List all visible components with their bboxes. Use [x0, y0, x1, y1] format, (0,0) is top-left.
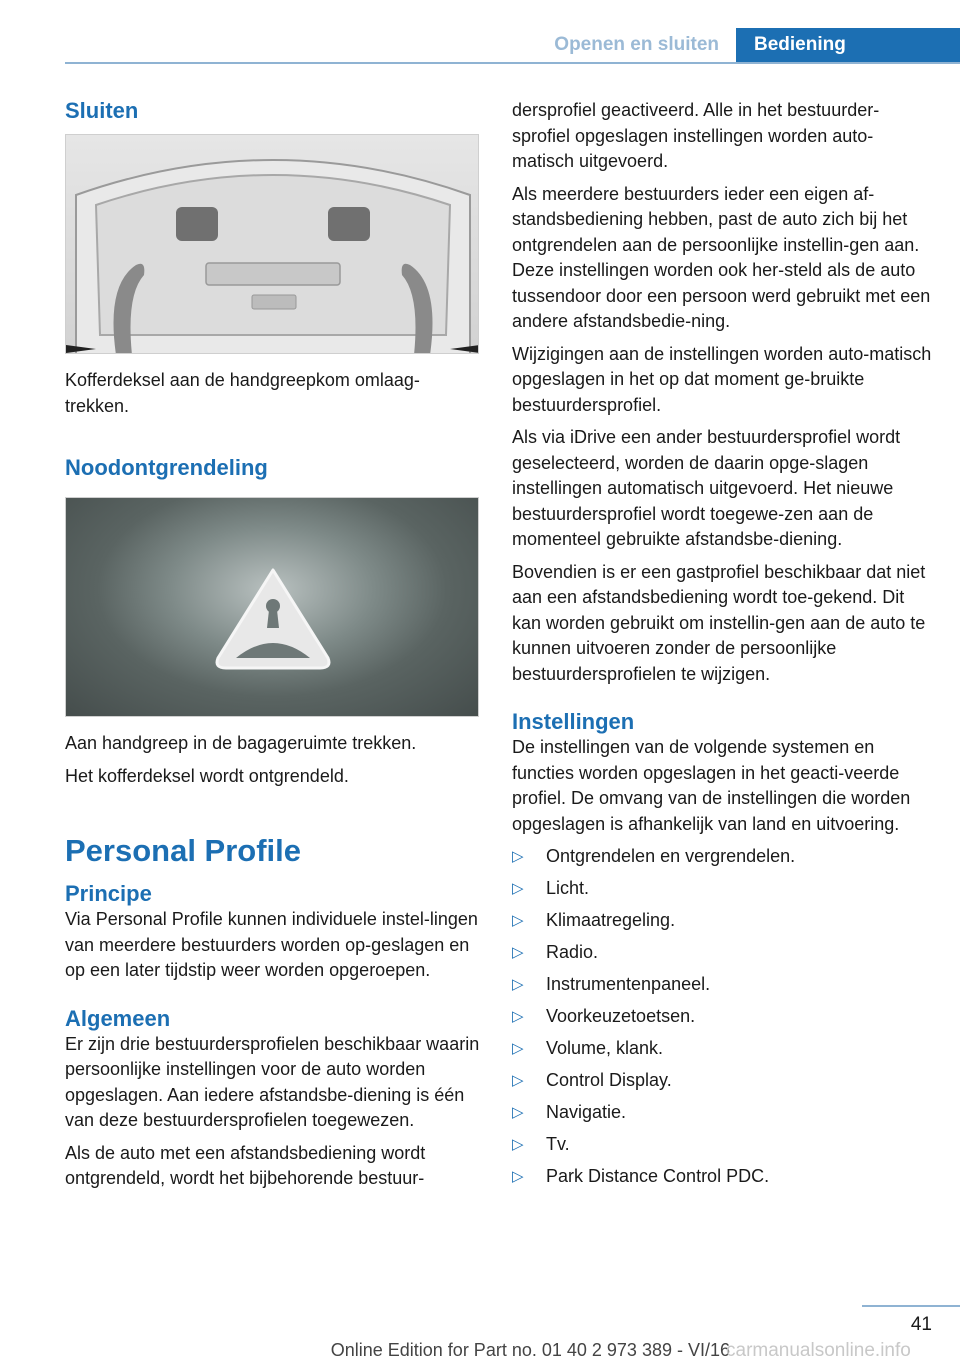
list-item — [512, 1036, 932, 1062]
list-item — [512, 1100, 932, 1126]
list-item-text: Radio. — [546, 942, 599, 962]
triangle-bullet-icon: ▷ — [512, 880, 524, 897]
triangle-bullet-icon: ▷ — [512, 848, 524, 865]
list-item-text: Navigatie. — [546, 1102, 627, 1122]
header-rule — [65, 62, 960, 64]
emergency-release-illustration — [65, 497, 479, 717]
nood-text-1: Aan handgreep in de bagageruimte trekken. — [65, 733, 417, 753]
trunk-lid-drawing — [66, 135, 479, 354]
header-section-title: Openen en sluiten — [554, 34, 719, 55]
list-item-text: Voorkeuzetoetsen. — [546, 1006, 696, 1026]
profile-text-4: Als via iDrive een ander bestuurdersprofiel wordt geselecteerd, worden de daarin opge-slagen instellingen automatisch uitgevoerd. Het nieuwe bestuurdersprofiel wordt toegewe-zen aan de momenteel gebruikte afstandsbe-diening. — [512, 427, 901, 549]
triangle-bullet-icon: ▷ — [512, 912, 524, 929]
section-heading-sluiten: Sluiten — [65, 98, 139, 123]
triangle-bullet-icon: ▷ — [512, 1040, 524, 1057]
list-item — [512, 876, 932, 902]
triangle-bullet-icon: ▷ — [512, 1136, 524, 1153]
list-item — [512, 1004, 932, 1030]
algemeen-text-1: Er zijn drie bestuurdersprofielen beschikbaar waarin persoonlijke instellingen voor de auto worden opgeslagen. Aan iedere afstandsbe-diening is één van deze bestuurdersprofielen toegewezen. — [65, 1033, 480, 1130]
section-heading-principe: Principe — [65, 881, 152, 906]
triangle-bullet-icon: ▷ — [512, 1072, 524, 1089]
list-item-text: Tv. — [546, 1134, 570, 1154]
sluiten-text: Kofferdeksel aan de handgreepkom omlaag-trekken. — [65, 370, 420, 416]
list-item-text: Control Display. — [546, 1070, 672, 1090]
principe-text: Via Personal Profile kunnen individuele instel-lingen van meerdere bestuurders worden op-geslagen en op een later tijdstip weer worden opgeroepen. — [65, 909, 478, 980]
edition-footer: Online Edition for Part no. 01 40 2 973 389 - VI/16 — [330, 1340, 730, 1360]
list-item — [512, 1068, 932, 1094]
watermark-text: carmanualsonline.info — [726, 1340, 911, 1361]
section-heading-instellingen: Instellingen — [512, 709, 635, 734]
trunk-lid-illustration — [65, 134, 479, 354]
triangle-bullet-icon: ▷ — [512, 1008, 524, 1025]
nood-text-2: Het kofferdeksel wordt ontgrendeld. — [65, 765, 349, 786]
list-item — [512, 1132, 932, 1158]
profile-text-5: Bovendien is er een gastprofiel beschikbaar dat niet aan een afstandsbediening wordt toe-gekend. Dit kan worden gebruikt om instellin-gen aan de auto te kunnen uitvoeren zonder de persoonlijke bestuurdersprofielen te wijzigen. — [512, 561, 926, 684]
list-item — [512, 940, 932, 966]
page-header — [0, 0, 960, 62]
triangle-bullet-icon: ▷ — [512, 944, 524, 961]
list-item — [512, 1164, 932, 1190]
list-item — [512, 972, 932, 998]
list-item — [512, 908, 932, 934]
list-item — [512, 844, 932, 870]
algemeen-text-2: Als de auto met een afstandsbediening wordt ontgrendeld, wordt het bijbehorende bestuur- — [65, 1142, 426, 1188]
list-item-text: Park Distance Control PDC. — [546, 1166, 770, 1186]
settings-list — [512, 844, 932, 1190]
list-item-text: Volume, klank. — [546, 1038, 664, 1058]
left-column — [65, 98, 483, 1199]
page-number: 41 — [910, 1314, 932, 1335]
profile-text-2: Als meerdere bestuurders ieder een eigen af-standsbediening hebben, past de auto zich bij het ontgrendelen aan de persoonlijke instellin-gen aan. Deze instellingen worden ook her-steld als de auto tussendoor door een persoon werd gebruikt met een andere afstandsbedie-ning. — [512, 183, 931, 331]
list-item-text: Licht. — [546, 878, 590, 898]
list-item-text: Ontgrendelen en vergrendelen. — [546, 846, 796, 866]
footer-rule — [862, 1305, 960, 1307]
triangle-bullet-icon: ▷ — [512, 1168, 524, 1185]
release-handle-drawing — [66, 498, 479, 717]
list-item-text: Instrumentenpaneel. — [546, 974, 711, 994]
right-column — [512, 98, 932, 1196]
triangle-bullet-icon: ▷ — [512, 1104, 524, 1121]
chapter-heading-personal-profile: Personal Profile — [65, 833, 302, 868]
instellingen-text: De instellingen van de volgende systemen en functies worden opgeslagen in het geacti-veerde profiel. De omvang van de instellingen die worden opgeslagen is afhankelijk van land en uitvoering. — [512, 737, 911, 834]
profile-text-1: dersprofiel geactiveerd. Alle in het bestuurder-sprofiel opgeslagen instellingen worden auto-matisch uitgevoerd. — [512, 100, 880, 171]
list-item-text: Klimaatregeling. — [546, 910, 676, 930]
section-heading-noodontgrendeling: Noodontgrendeling — [65, 455, 268, 480]
section-heading-algemeen: Algemeen — [65, 1005, 171, 1031]
triangle-bullet-icon: ▷ — [512, 976, 524, 993]
header-chapter-tab: Bediening — [736, 28, 960, 62]
profile-text-3: Wijzigingen aan de instellingen worden auto-matisch opgeslagen in het op dat moment ge-bruikte bestuurdersprofiel. — [512, 343, 932, 415]
